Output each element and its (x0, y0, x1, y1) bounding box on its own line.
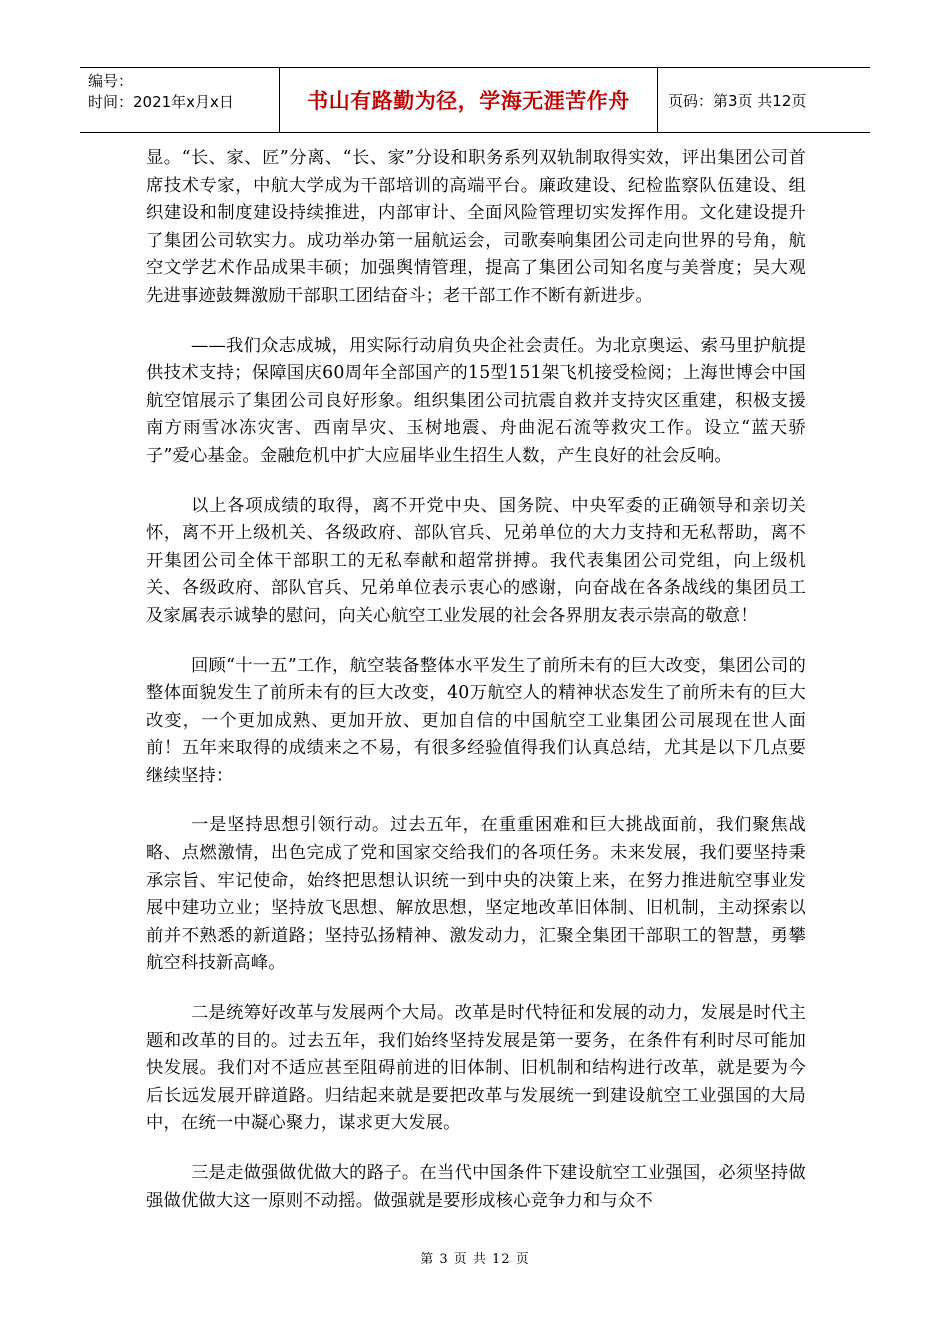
header-motto: 书山有路勤为径，学海无涯苦作舟 (280, 68, 658, 132)
document-time-label: 时间：2021年x月x日 (88, 93, 234, 111)
paragraph-2: ——我们众志成城，用实际行动肩负央企社会责任。为北京奥运、索马里护航提供技术支持；保障国庆60周年全部国产的15型151架飞机接受检阅；上海世博会中国航空馆展示了集团公司良好形象。组织集团公司抗震自救并支持灾区重建，积极支援南方雨雪冰冻灾害、西南旱灾、玉树地震、舟曲泥石流等救灾工作。设立“蓝天骄子”爱心基金。金融危机中扩大应届毕业生招生人数，产生良好的社会反响。 (146, 335, 806, 466)
paragraph-1: 显。“长、家、匠”分离、“长、家”分设和职务系列双轨制取得实效，评出集团公司首席技术专家，中航大学成为干部培训的高端平台。廉政建设、纪检监察队伍建设、组织建设和制度建设持续推进，内部审计、全面风险管理切实发挥作用。文化建设提升了集团公司软实力。成功举办第一届航运会，司歌奏响集团公司走向世界的号角，航空文学艺术作品成果丰硕；加强舆情管理，提高了集团公司知名度与美誉度；吴大观先进事迹鼓舞激励干部职工团结奋斗；老干部工作不断有新进步。 (146, 148, 806, 306)
header-info-cell (80, 68, 280, 132)
document-number-label: 编号： (88, 72, 134, 90)
body-text (146, 145, 806, 1237)
paragraph-7: 三是走做强做优做大的路子。在当代中国条件下建设航空工业强国，必须坚持做强做优做大这一原则不动摇。做强就是要形成核心竞争力和与众不 (146, 1163, 806, 1211)
page-footer: 第 3 页 共 12 页 (420, 1252, 530, 1267)
page-header (80, 67, 870, 133)
paragraph-3: 以上各项成绩的取得，离不开党中央、国务院、中央军委的正确领导和亲切关怀，离不开上级机关、各级政府、部队官兵、兄弟单位的大力支持和无私帮助，离不开集团公司全体干部职工的无私奉献和超常拼搏。我代表集团公司党组，向上级机关、各级政府、部队官兵、兄弟单位表示衷心的感谢，向奋战在各条战线的集团员工及家属表示诚挚的慰问，向关心航空工业发展的社会各界朋友表示崇高的敬意！ (146, 495, 806, 626)
paragraph-4: 回顾“十一五”工作，航空装备整体水平发生了前所未有的巨大改变，集团公司的整体面貌发生了前所未有的巨大改变，40万航空人的精神状态发生了前所未有的巨大改变，一个更加成熟、更加开放、更加自信的中国航空工业集团公司展现在世人面前！五年来取得的成绩来之不易，有很多经验值得我们认真总结，尤其是以下几点要继续坚持： (146, 655, 806, 786)
header-page-number: 页码：第3页 共12页 (668, 91, 807, 110)
paragraph-5: 一是坚持思想引领行动。过去五年，在重重困难和巨大挑战面前，我们聚焦战略、点燃激情，出色完成了党和国家交给我们的各项任务。未来发展，我们要坚持秉承宗旨、牢记使命，始终把思想认识统一到中央的决策上来，在努力推进航空事业发展中建功立业；坚持放飞思想、解放思想，坚定地改革旧体制、旧机制，主动探索以前并不熟悉的新道路；坚持弘扬精神、激发动力，汇聚全集团干部职工的智慧，勇攀航空科技新高峰。 (146, 815, 806, 974)
paragraph-6: 二是统筹好改革与发展两个大局。改革是时代特征和发展的动力，发展是时代主题和改革的目的。过去五年，我们始终坚持发展是第一要务，在条件有利时尽可能加快发展。我们对不适应甚至阻碍前进的旧体制、旧机制和结构进行改革，就是要为今后长远发展开辟道路。归结起来就是要把改革与发展统一到建设航空工业强国的大局中，在统一中凝心聚力，谋求更大发展。 (146, 1003, 806, 1134)
